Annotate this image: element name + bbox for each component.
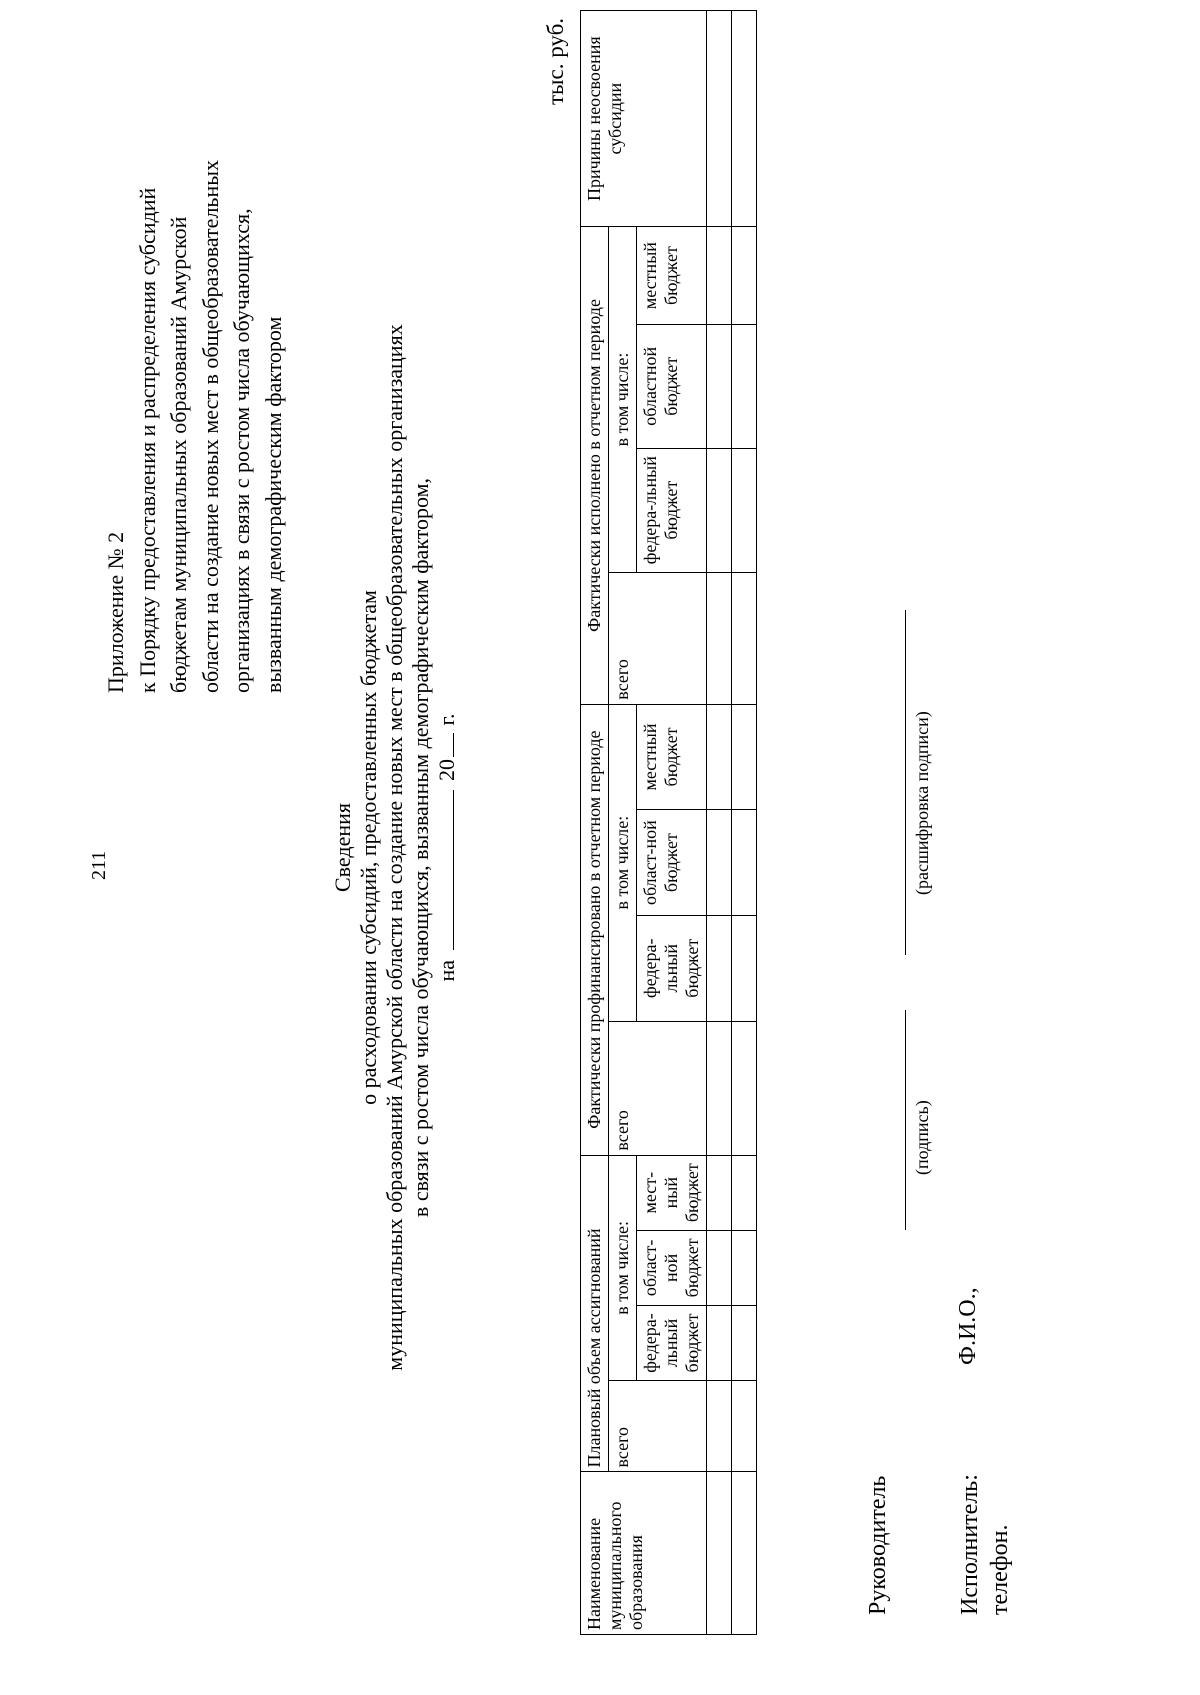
table-cell[interactable] xyxy=(707,1472,732,1635)
header-executed-total: всего xyxy=(609,572,707,704)
title-line: муниципальных образований Амурской области на создание новых мест в общеобразовательных организациях xyxy=(382,324,407,1371)
table-cell[interactable] xyxy=(732,448,757,572)
header-financed-local: местный бюджет xyxy=(637,704,707,810)
date-suffix: г. xyxy=(434,713,459,726)
header-planned-including: в том числе: xyxy=(609,1155,637,1380)
table-header-row xyxy=(581,11,609,1635)
appendix-header xyxy=(100,53,289,693)
table-cell[interactable] xyxy=(707,1021,732,1155)
date-year-prefix: 20 xyxy=(434,759,459,781)
signature-decode-line[interactable] xyxy=(905,610,906,955)
table-cell[interactable] xyxy=(707,11,732,227)
table-cell[interactable] xyxy=(707,704,732,810)
header-financed-regional: област-ной бюджет xyxy=(637,810,707,916)
table-cell[interactable] xyxy=(732,1155,757,1230)
table-cell[interactable] xyxy=(707,324,732,448)
table-cell[interactable] xyxy=(707,1381,732,1472)
table-cell[interactable] xyxy=(732,1021,757,1155)
table-cell[interactable] xyxy=(707,810,732,916)
header-planned-total: всего xyxy=(609,1381,707,1472)
table-cell[interactable] xyxy=(732,324,757,448)
document-title xyxy=(330,220,460,1475)
header-executed-local: местный бюджет xyxy=(637,227,707,325)
table-cell[interactable] xyxy=(732,810,757,916)
date-prefix: на xyxy=(434,960,459,982)
report-table xyxy=(580,10,757,1635)
title-line: о расходовании субсидий, предоставленных бюджетам xyxy=(356,590,381,1105)
executor-block xyxy=(955,1474,1015,1615)
header-planned-federal: федера-льный бюджет xyxy=(637,1305,707,1380)
table-cell[interactable] xyxy=(707,915,732,1021)
year-blank-field[interactable] xyxy=(435,733,454,757)
table-cell[interactable] xyxy=(707,448,732,572)
header-executed-regional: областной бюджет xyxy=(637,324,707,448)
table-cell[interactable] xyxy=(732,704,757,810)
signature-line[interactable] xyxy=(905,1010,906,1230)
table-cell[interactable] xyxy=(732,227,757,325)
header-planned: Плановый объем ассигнований xyxy=(581,1155,609,1472)
appendix-line: к Порядку предоставления и распределения субсидий xyxy=(134,187,160,693)
phone-label: телефон. xyxy=(987,1524,1013,1615)
leader-label: Руководитель xyxy=(865,1475,891,1615)
table-cell[interactable] xyxy=(732,1230,757,1305)
executor-fio: Ф.И.О., xyxy=(955,1287,981,1365)
table-row xyxy=(707,11,732,1635)
table-cell[interactable] xyxy=(732,11,757,227)
header-financed-total: всего xyxy=(609,1021,707,1155)
appendix-line: вызванным демографическим фактором xyxy=(260,316,286,693)
header-executed: Фактически исполнено в отчетном периоде xyxy=(581,227,609,704)
table-cell[interactable] xyxy=(732,1381,757,1472)
executor-label: Исполнитель: xyxy=(957,1474,983,1615)
signature-caption: (подпись) xyxy=(912,1100,932,1175)
table-cell[interactable] xyxy=(707,1230,732,1305)
title-line: в связи с ростом числа обучающихся, вызванным демографическим фактором, xyxy=(408,477,433,1218)
header-financed-including: в том числе: xyxy=(609,704,637,1021)
table-cell[interactable] xyxy=(707,1155,732,1230)
table-cell[interactable] xyxy=(732,1305,757,1380)
title-heading: Сведения xyxy=(330,802,355,893)
header-planned-local: мест-ный бюджет xyxy=(637,1155,707,1230)
header-reasons: Причины неосвоения субсидии xyxy=(581,11,707,227)
table-cell[interactable] xyxy=(707,1305,732,1380)
units-label: тыс. руб. xyxy=(543,17,568,105)
header-planned-regional: област-ной бюджет xyxy=(637,1230,707,1305)
appendix-line: организациях в связи с ростом числа обучающихся, xyxy=(229,208,254,693)
header-executed-including: в том числе: xyxy=(609,227,637,572)
header-financed-federal: федера-льный бюджет xyxy=(637,915,707,1021)
table-cell[interactable] xyxy=(707,572,732,704)
table-row xyxy=(732,11,757,1635)
table-cell[interactable] xyxy=(732,572,757,704)
header-financed: Фактически профинансировано в отчетном периоде xyxy=(581,704,609,1155)
table-cell[interactable] xyxy=(732,1472,757,1635)
page-number: 211 xyxy=(88,850,110,880)
signature-decode-caption: (расшифровка подписи) xyxy=(912,711,932,895)
appendix-line: Приложение № 2 xyxy=(103,531,128,693)
date-blank-field[interactable] xyxy=(435,791,454,951)
appendix-line: бюджетам муниципальных образований Амурской xyxy=(166,216,191,693)
table-header-row xyxy=(609,11,637,1635)
header-municipality: Наименование муниципального образования xyxy=(581,1472,707,1635)
table-cell[interactable] xyxy=(732,915,757,1021)
header-executed-federal: федера-льный бюджет xyxy=(637,448,707,572)
table-cell[interactable] xyxy=(707,227,732,325)
date-line xyxy=(434,220,460,1475)
appendix-line: области на создание новых мест в общеобразовательных xyxy=(197,159,223,693)
